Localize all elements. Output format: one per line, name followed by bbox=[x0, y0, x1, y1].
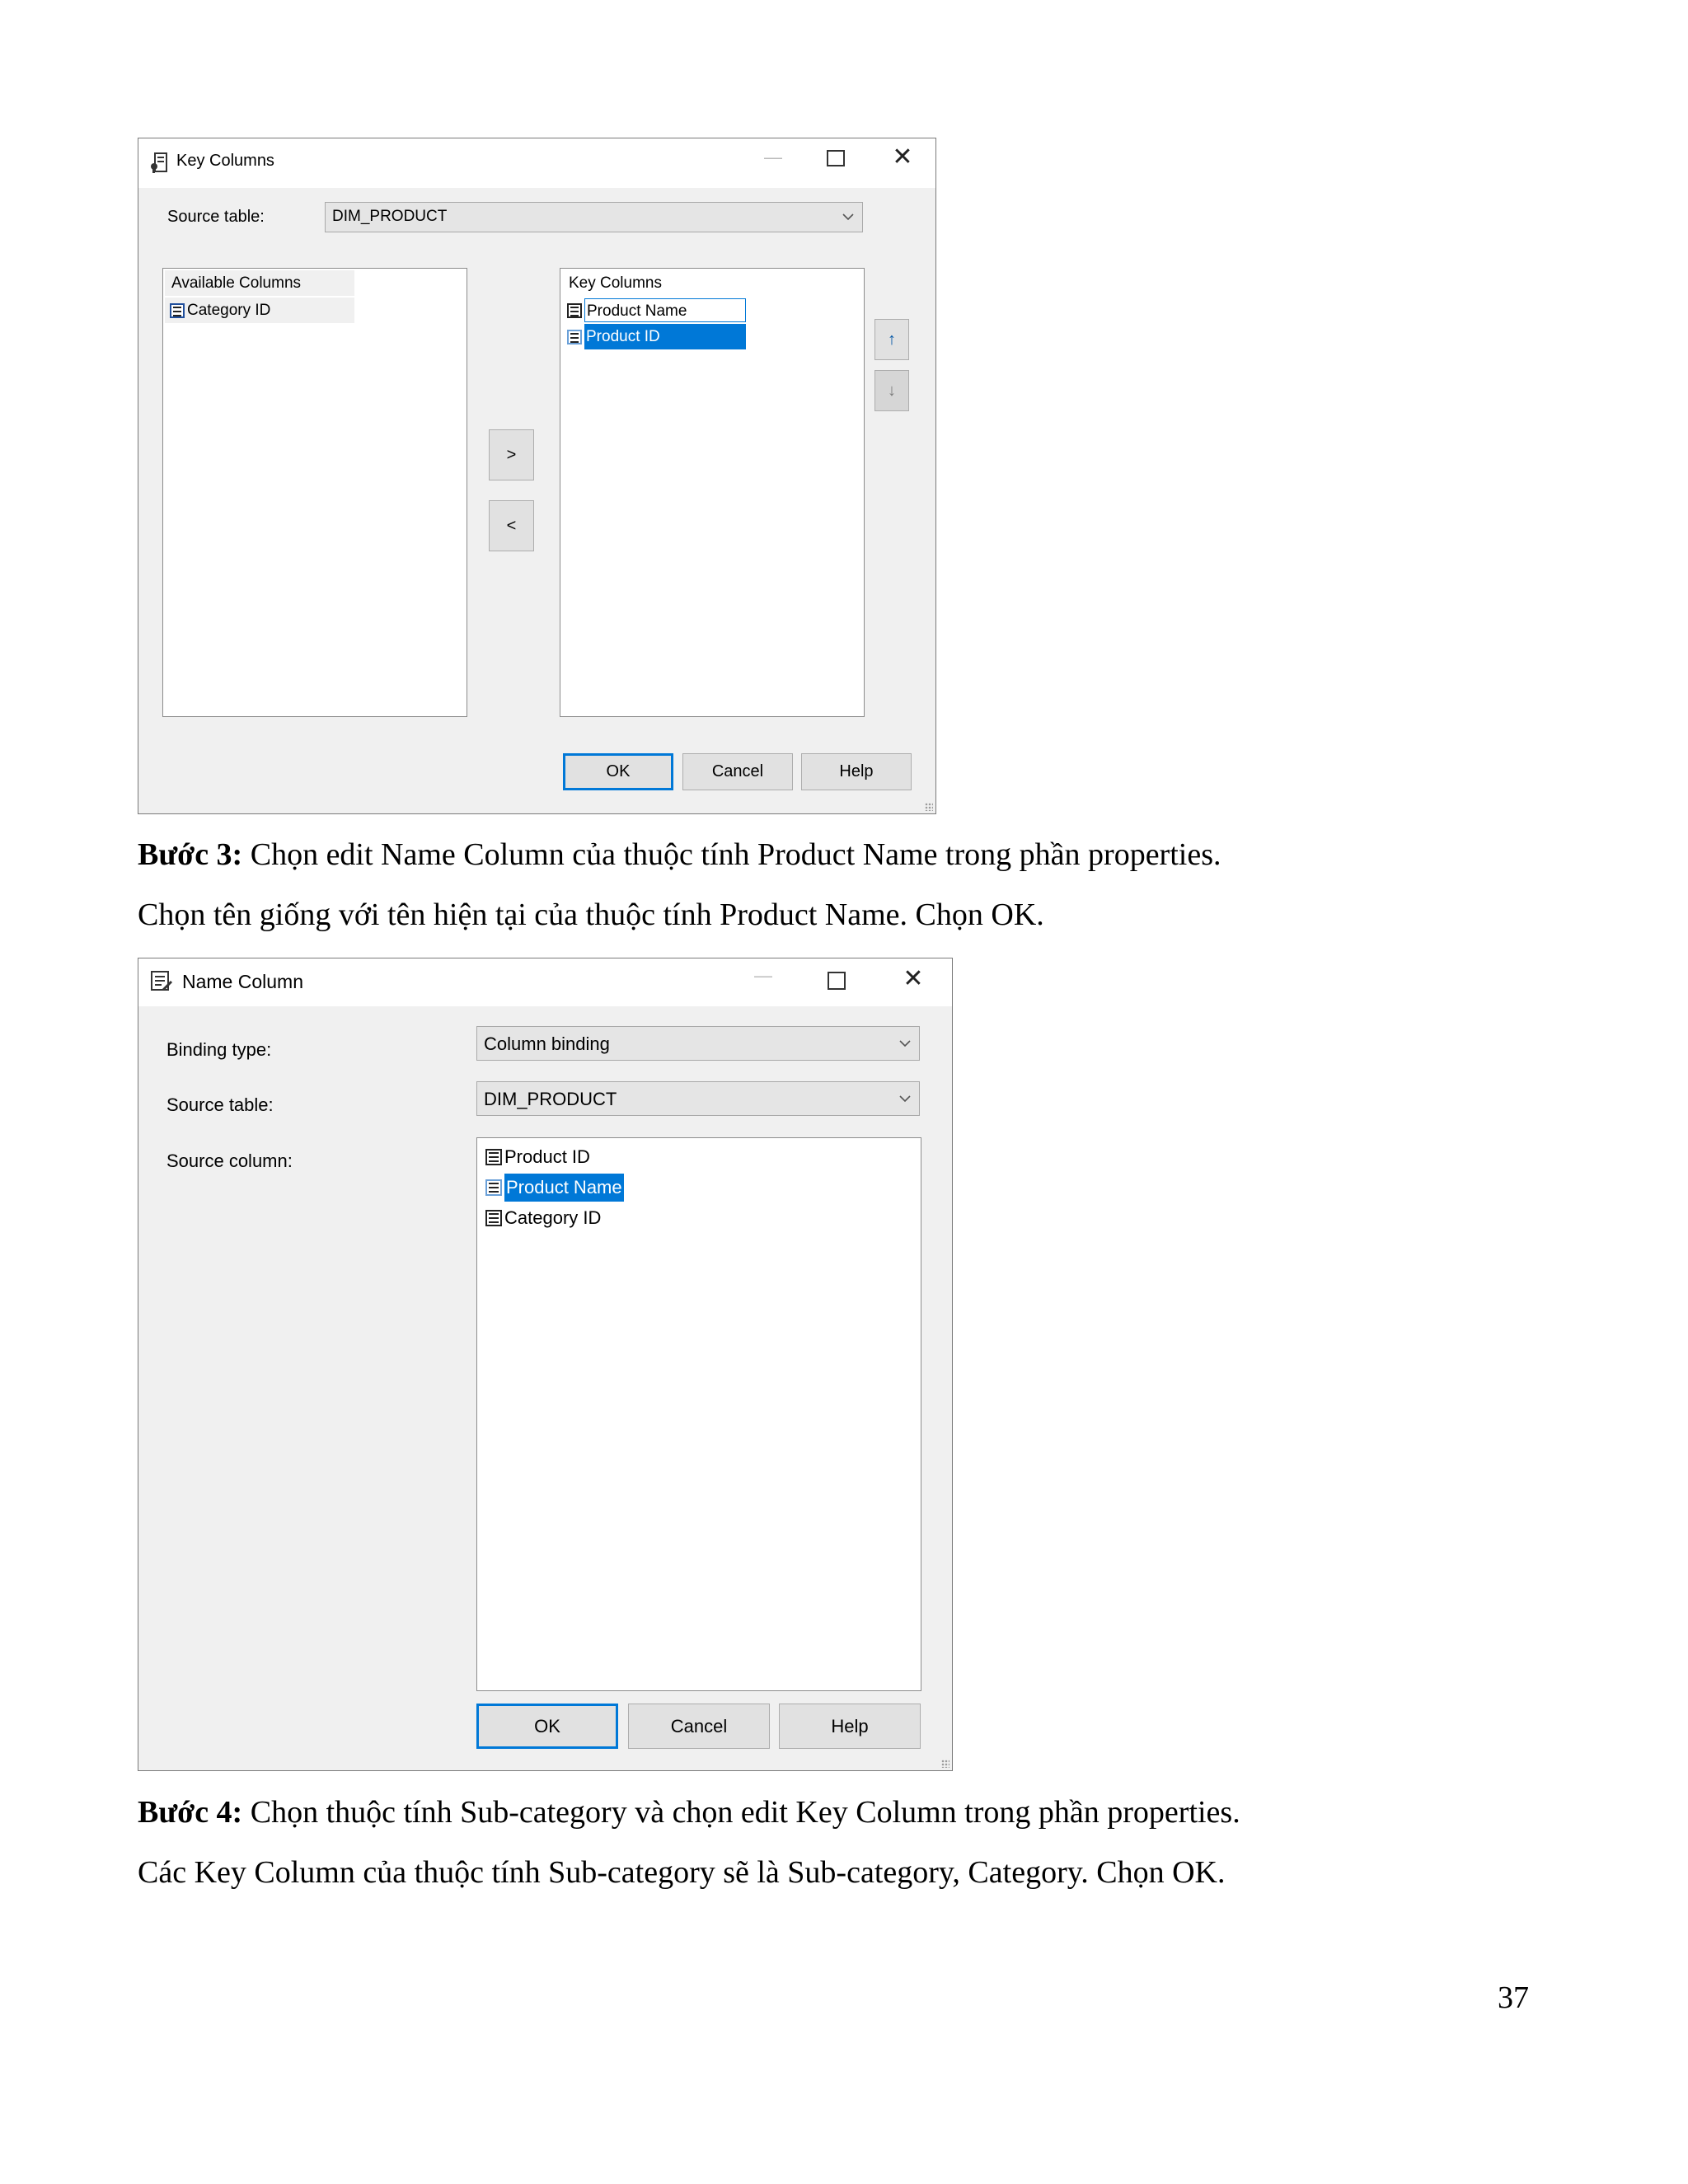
column-icon bbox=[485, 1179, 502, 1196]
binding-type-dropdown[interactable] bbox=[476, 1026, 920, 1061]
step4-paragraph bbox=[138, 1794, 1240, 1830]
step3-label: Bước 3: bbox=[138, 837, 243, 872]
step3-text: Chọn edit Name Column của thuộc tính Product Name trong phần properties. bbox=[242, 837, 1221, 872]
key-columns-header: Key Columns bbox=[569, 274, 662, 292]
binding-type-label: Binding type: bbox=[166, 1039, 272, 1060]
list-header bbox=[165, 270, 354, 296]
chevron-down-icon bbox=[899, 1027, 911, 1060]
key-item-label: Product ID bbox=[584, 324, 746, 349]
move-left-label: < bbox=[506, 516, 517, 535]
help-button[interactable] bbox=[779, 1704, 921, 1749]
ok-button[interactable] bbox=[476, 1704, 618, 1749]
close-icon[interactable]: ✕ bbox=[892, 143, 913, 171]
source-table-dropdown[interactable] bbox=[476, 1081, 920, 1116]
column-icon bbox=[567, 330, 582, 344]
binding-type-value: Column binding bbox=[484, 1033, 610, 1054]
list-item[interactable] bbox=[165, 298, 354, 323]
step3-paragraph bbox=[138, 837, 1221, 873]
maximize-icon[interactable] bbox=[828, 972, 846, 990]
source-column-item-label: Category ID bbox=[504, 1207, 602, 1228]
source-table-dropdown[interactable] bbox=[325, 202, 863, 232]
arrow-down-icon: ↓ bbox=[888, 381, 896, 400]
cancel-label: Cancel bbox=[670, 1715, 728, 1736]
list-header bbox=[562, 270, 752, 296]
available-columns-list[interactable] bbox=[162, 268, 467, 717]
available-item-label: Category ID bbox=[187, 301, 271, 319]
name-column-dialog bbox=[138, 958, 953, 1771]
ok-label: OK bbox=[534, 1715, 560, 1736]
list-item[interactable] bbox=[567, 324, 746, 349]
column-icon bbox=[485, 1210, 502, 1226]
step4-line2: Các Key Column của thuộc tính Sub-category sẽ là Sub-category, Category. Chọn OK. bbox=[138, 1855, 1226, 1890]
chevron-down-icon bbox=[899, 1082, 911, 1115]
list-item[interactable] bbox=[485, 1174, 624, 1202]
help-button[interactable] bbox=[801, 753, 912, 790]
step4-text: Chọn thuộc tính Sub-category và chọn edit Key Column trong phần properties. bbox=[242, 1795, 1240, 1830]
move-right-button[interactable] bbox=[489, 429, 534, 480]
list-item[interactable] bbox=[567, 298, 746, 323]
step4-label: Bước 4: bbox=[138, 1795, 243, 1830]
key-columns-list[interactable] bbox=[560, 268, 865, 717]
dialog-title: Key Columns bbox=[176, 152, 274, 170]
source-column-label: Source column: bbox=[166, 1151, 293, 1171]
cancel-button[interactable] bbox=[628, 1704, 770, 1749]
help-label: Help bbox=[839, 762, 874, 780]
column-icon bbox=[485, 1149, 502, 1165]
close-icon[interactable]: ✕ bbox=[903, 965, 924, 992]
source-column-item-label: Product ID bbox=[504, 1146, 590, 1167]
move-right-label: > bbox=[506, 445, 517, 464]
move-up-button[interactable] bbox=[874, 319, 909, 360]
source-table-value: DIM_PRODUCT bbox=[484, 1089, 617, 1109]
move-left-button[interactable] bbox=[489, 500, 534, 551]
move-down-button[interactable] bbox=[874, 370, 909, 411]
cancel-label: Cancel bbox=[711, 762, 764, 780]
ok-button[interactable] bbox=[563, 753, 673, 790]
source-column-list[interactable] bbox=[476, 1137, 921, 1691]
name-column-app-icon bbox=[150, 970, 173, 997]
page-number: 37 bbox=[1498, 1980, 1529, 2015]
arrow-up-icon: ↑ bbox=[888, 330, 896, 349]
resize-grip[interactable] bbox=[941, 1760, 950, 1768]
column-icon bbox=[170, 303, 185, 318]
available-columns-header: Available Columns bbox=[171, 274, 302, 292]
column-icon bbox=[567, 303, 582, 318]
cancel-button[interactable] bbox=[682, 753, 793, 790]
title-bar bbox=[138, 138, 935, 188]
minimize-icon[interactable]: — bbox=[754, 965, 772, 986]
chevron-down-icon bbox=[842, 203, 854, 232]
source-column-item-label: Product Name bbox=[504, 1174, 624, 1202]
source-table-label: Source table: bbox=[167, 208, 265, 226]
source-table-label: Source table: bbox=[166, 1094, 274, 1115]
key-item-label: Product Name bbox=[584, 298, 746, 322]
step3-line2: Chọn tên giống với tên hiện tại của thuộc tính Product Name. Chọn OK. bbox=[138, 898, 1044, 932]
minimize-icon[interactable]: — bbox=[764, 147, 782, 167]
source-table-value: DIM_PRODUCT bbox=[332, 208, 448, 225]
resize-grip[interactable] bbox=[925, 803, 933, 811]
title-bar bbox=[138, 958, 952, 1006]
maximize-icon[interactable] bbox=[827, 150, 845, 166]
dialog-title: Name Column bbox=[182, 971, 303, 992]
key-columns-app-icon bbox=[150, 152, 168, 177]
list-item[interactable] bbox=[485, 1204, 601, 1232]
list-item[interactable] bbox=[485, 1143, 590, 1171]
help-label: Help bbox=[831, 1715, 869, 1736]
key-columns-dialog bbox=[138, 138, 936, 814]
ok-label: OK bbox=[606, 762, 631, 780]
